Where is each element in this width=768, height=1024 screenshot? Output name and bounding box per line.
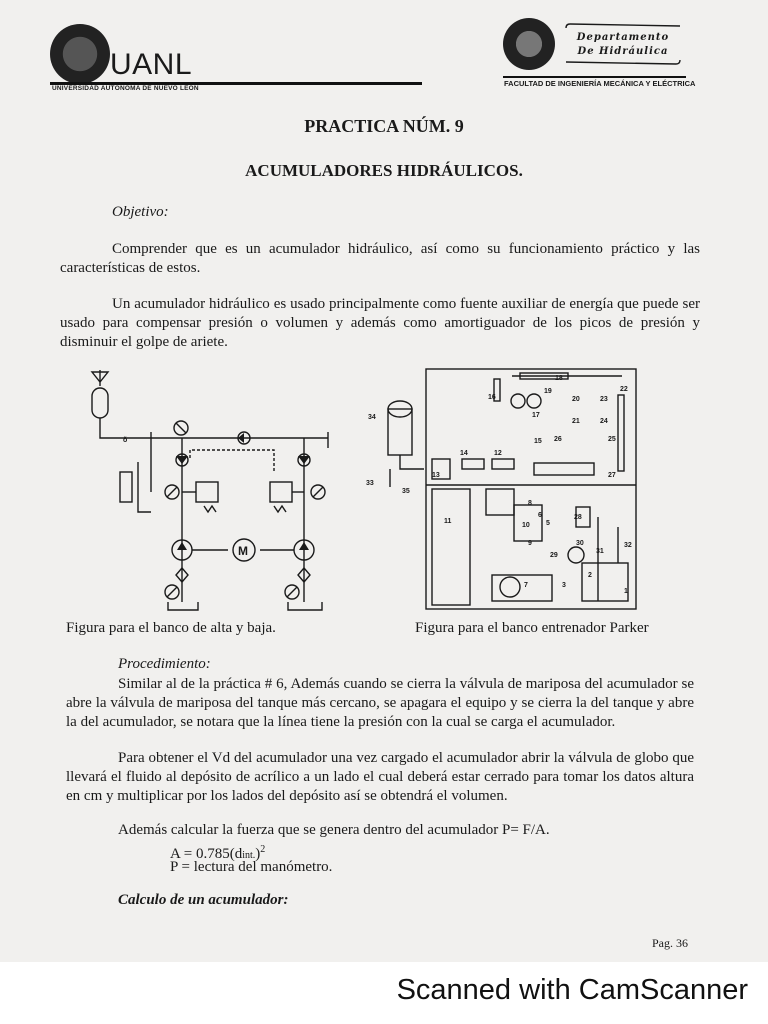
svg-text:17: 17 — [532, 412, 540, 419]
svg-text:31: 31 — [596, 548, 604, 555]
svg-text:25: 25 — [608, 436, 616, 443]
formula-pressure: P = lectura del manómetro. — [170, 859, 333, 875]
svg-text:8: 8 — [528, 500, 532, 507]
svg-text:ǒ: ǒ — [123, 437, 128, 444]
svg-text:13: 13 — [432, 472, 440, 479]
fime-seal-logo — [503, 18, 555, 70]
svg-text:35: 35 — [402, 488, 410, 495]
svg-text:16: 16 — [488, 394, 496, 401]
department-line-1: Departamento — [576, 32, 670, 43]
department-stamp — [562, 22, 684, 66]
svg-text:32: 32 — [624, 542, 632, 549]
svg-text:7: 7 — [524, 582, 528, 589]
svg-text:9: 9 — [528, 540, 532, 547]
svg-text:3: 3 — [562, 582, 566, 589]
uanl-subtitle: UNIVERSIDAD AUTÓNOMA DE NUEVO LEÓN — [52, 85, 199, 92]
svg-text:28: 28 — [574, 514, 582, 521]
svg-text:22: 22 — [620, 386, 628, 393]
calculation-label: Calculo de un acumulador: — [118, 892, 289, 908]
svg-text:24: 24 — [600, 418, 608, 425]
formula-area-subscript: int. — [242, 850, 256, 861]
svg-text:10: 10 — [522, 522, 530, 529]
department-line-2: De Hidráulica — [577, 46, 669, 57]
header-rule-right — [503, 76, 686, 78]
svg-text:30: 30 — [576, 540, 584, 547]
procedure-paragraph-2: Para obtener el Vd del acumulador una vez cargado el acumulador abrir la válvula de globo que llevará el fluido al depósito de acrílico a un lado el cual deberá estar cerrado para tomar los datos altura en cm y multiplicar por los lados del depósito así se obtendrá el volumen. — [66, 750, 694, 804]
svg-text:11: 11 — [444, 518, 452, 525]
procedure-label: Procedimiento: — [118, 656, 211, 672]
procedure-paragraph-1: Similar al de la práctica # 6, Además cuando se cierra la válvula de mariposa del acumulador se abre la válvula de mariposa del tanque más cercano, se apagara el equipo y se cierra la del tanque y abre la del acumulador, se notara que la línea tiene la presión con la cual se carga el acumulador. — [66, 676, 694, 730]
svg-text:21: 21 — [572, 418, 580, 425]
svg-text:19: 19 — [544, 388, 552, 395]
practice-title: PRACTICA NÚM. 9 — [304, 116, 464, 136]
uanl-logo-text: UANL — [110, 48, 193, 81]
objective-label: Objetivo: — [112, 204, 169, 220]
formula-area-close: ) — [255, 846, 261, 862]
svg-text:23: 23 — [600, 396, 608, 403]
uanl-seal-logo — [50, 24, 110, 84]
objective-paragraph: Comprender que es un acumulador hidráulico, así como su funcionamiento práctico y las características de estos. — [60, 241, 700, 276]
svg-text:26: 26 — [554, 436, 562, 443]
svg-text:18: 18 — [555, 375, 563, 382]
svg-text:2: 2 — [588, 572, 592, 579]
parker-trainer-diagram — [362, 367, 642, 612]
svg-text:1: 1 — [624, 588, 628, 595]
svg-text:20: 20 — [572, 396, 580, 403]
fime-subtitle: FACULTAD DE INGENIERÍA MECÁNICA Y ELÉCTRICA — [504, 79, 696, 88]
svg-text:6: 6 — [538, 512, 542, 519]
formula-area-main: A = 0.785(d — [170, 846, 243, 862]
page-number: Pag. 36 — [652, 936, 688, 950]
svg-text:5: 5 — [546, 520, 550, 527]
motor-label: M — [238, 544, 248, 558]
procedure-paragraph-3: Además calcular la fuerza que se genera dentro del acumulador P= F/A. — [118, 822, 550, 838]
svg-text:14: 14 — [460, 450, 468, 457]
svg-text:33: 33 — [366, 480, 374, 487]
hydraulic-circuit-diagram — [78, 362, 348, 617]
intro-paragraph: Un acumulador hidráulico es usado principalmente como fuente auxiliar de energía que puede ser usado para compensar presión o volumen y además como amortiguador de los picos de presión y disminuir el golpe de ariete. — [60, 296, 700, 350]
svg-text:34: 34 — [368, 414, 376, 421]
svg-text:27: 27 — [608, 472, 616, 479]
formula-area-exponent: 2 — [260, 844, 266, 855]
svg-text:29: 29 — [550, 552, 558, 559]
svg-text:12: 12 — [494, 450, 502, 457]
left-figure-caption: Figura para el banco de alta y baja. — [66, 620, 276, 636]
svg-text:15: 15 — [534, 438, 542, 445]
right-figure-caption: Figura para el banco entrenador Parker — [415, 620, 649, 636]
practice-subtitle: ACUMULADORES HIDRÁULICOS. — [245, 161, 523, 180]
camscanner-watermark: Scanned with CamScanner — [396, 974, 748, 1006]
